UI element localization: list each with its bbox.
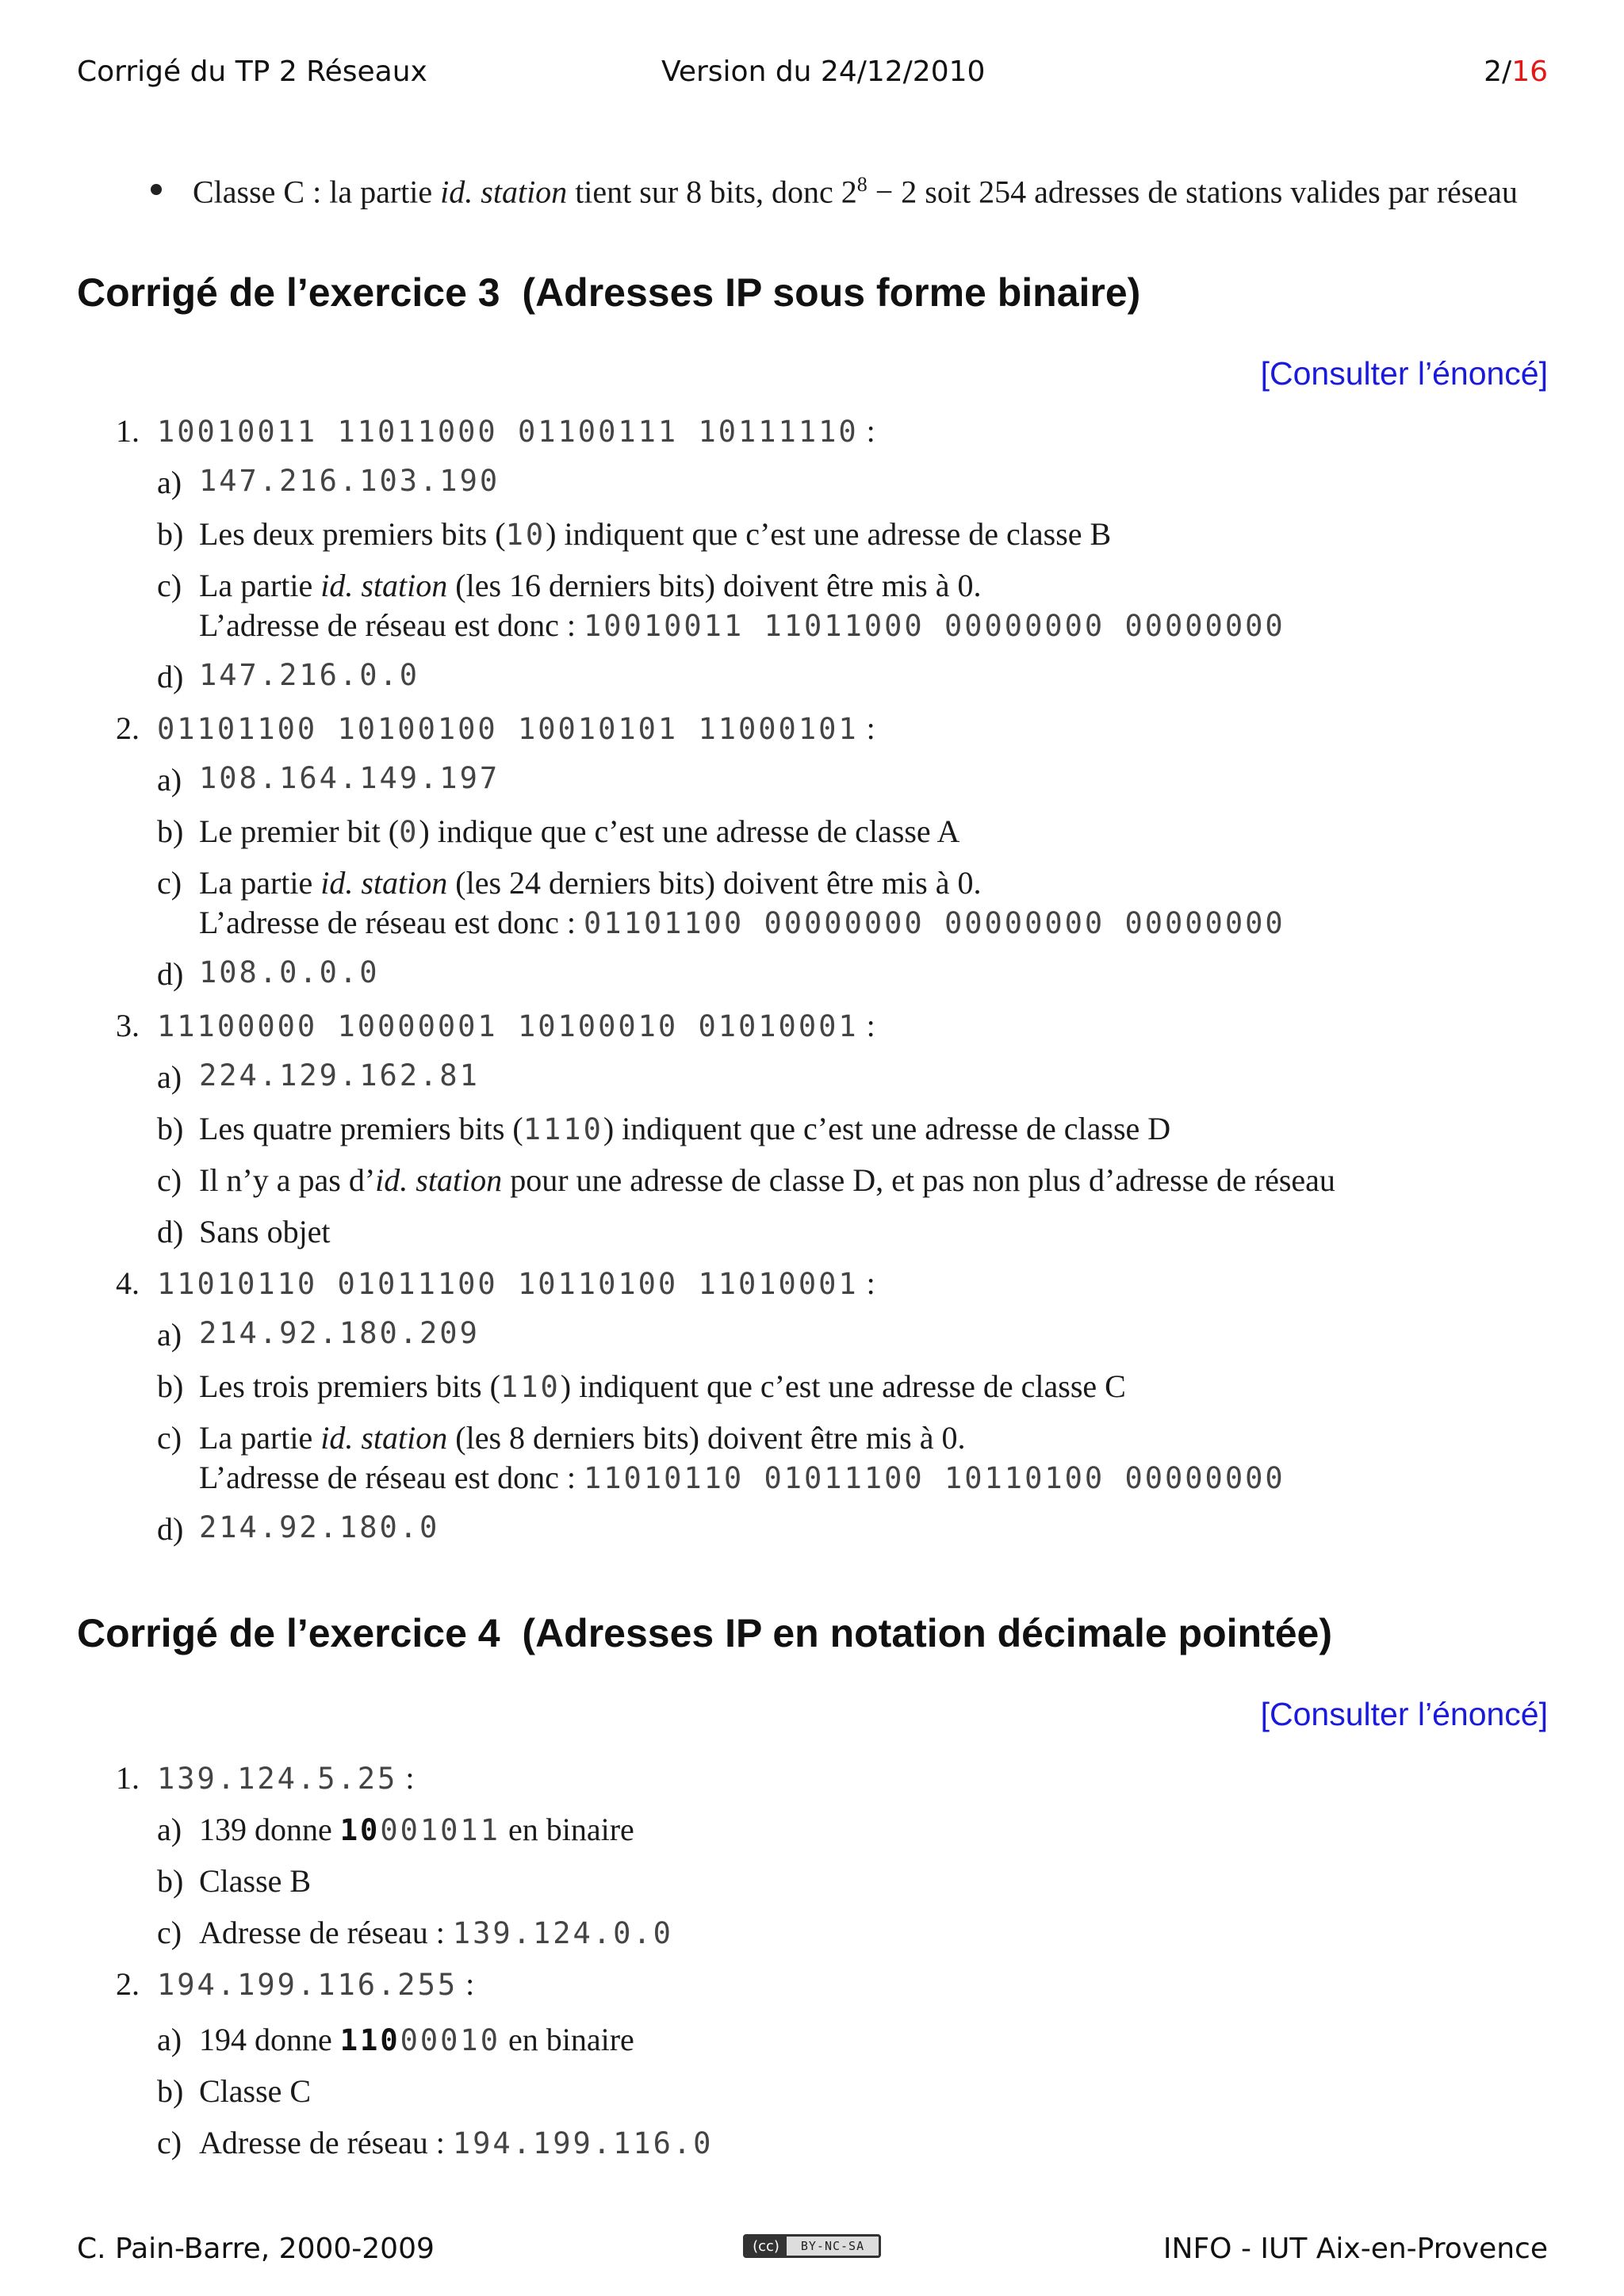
- text: L’adresse de réseau est donc :: [199, 607, 584, 643]
- total-pages-link[interactable]: 16: [1511, 55, 1548, 88]
- cc-icon: (cc): [745, 2237, 787, 2256]
- label-a: a): [157, 465, 182, 500]
- colon: :: [858, 710, 875, 746]
- binary-address: 11010110 01011100 10110100 11010001: [157, 1267, 859, 1301]
- station-part: [199, 567, 981, 604]
- sub-item-a: [0, 761, 1624, 809]
- decimal-address: 194.199.116.255: [157, 1968, 458, 2002]
- text: La partie: [199, 865, 321, 901]
- network-address: Sans objet: [199, 1214, 331, 1249]
- sub-item-b: [0, 1110, 1624, 1158]
- address-class: Classe B: [199, 1863, 312, 1899]
- label-c: c): [157, 1162, 182, 1198]
- item-address: [157, 1007, 875, 1044]
- network-address-binary: 10010011 11011000 00000000 00000000: [584, 609, 1285, 643]
- text: Adresse de réseau :: [199, 1915, 453, 1950]
- text: ) indiquent que c’est une adresse de classe C: [560, 1368, 1126, 1404]
- label-d: d): [157, 659, 184, 695]
- exercise-item: [0, 1265, 1624, 1312]
- exercise-item: [0, 412, 1624, 460]
- sub-item-a: [0, 1811, 1624, 1858]
- term-id-station: id. station: [375, 1162, 503, 1198]
- sub-item-a: [0, 1058, 1624, 1106]
- exercise-item: [0, 710, 1624, 757]
- label-d: d): [157, 1511, 184, 1547]
- label-b: b): [157, 1368, 184, 1404]
- text: (les 8 derniers bits) doivent être mis à 0.: [447, 1420, 966, 1456]
- text: 139 donne: [199, 1812, 340, 1847]
- label-a: a): [157, 762, 182, 798]
- network-address-line: [199, 607, 1285, 644]
- label-b: b): [157, 813, 184, 849]
- sub-item-a: [0, 464, 1624, 511]
- footer-institution: INFO - IUT Aix-en-Provence: [1162, 2233, 1548, 2265]
- sub-item-d: [0, 658, 1624, 706]
- address-class: Classe C: [199, 2073, 312, 2109]
- text: pour une adresse de classe D, et pas non plus d’adresse de réseau: [502, 1162, 1335, 1198]
- colon: :: [858, 1008, 875, 1043]
- exercise-item: [0, 1965, 1624, 2013]
- label-d: d): [157, 1214, 184, 1249]
- sub-item-d: [0, 1213, 1624, 1261]
- text: (les 16 derniers bits) doivent être mis à 0.: [447, 568, 982, 603]
- sub-item-b: [0, 515, 1624, 563]
- text: en binaire: [500, 1812, 634, 1847]
- footer-author: C. Pain-Barre, 2000-2009: [77, 2233, 435, 2265]
- item-address: [157, 412, 875, 450]
- decimal-address: 147.216.103.190: [199, 464, 500, 498]
- network-address: 108.0.0.0: [199, 955, 380, 989]
- sub-item-b: [0, 1862, 1624, 1910]
- sub-item-c-network: [0, 904, 1624, 951]
- sub-item-c-network: [0, 1459, 1624, 1506]
- text: Les quatre premiers bits (: [199, 1111, 523, 1146]
- item-address: [157, 1265, 875, 1302]
- text: 194 donne: [199, 2022, 340, 2057]
- label-b: b): [157, 2073, 184, 2109]
- term-id-station: id. station: [320, 865, 448, 901]
- binary-conversion: [199, 2021, 634, 2058]
- colon: :: [858, 413, 875, 449]
- text: (les 24 derniers bits) doivent être mis à 0.: [447, 865, 982, 901]
- class-explanation: [199, 515, 1111, 553]
- label-b: b): [157, 1111, 184, 1146]
- network-address-binary: 01101100 00000000 00000000 00000000: [584, 906, 1285, 940]
- sub-item-a: [0, 2021, 1624, 2068]
- term-id-station: id. station: [320, 1420, 448, 1456]
- term-id-station: id. station: [320, 568, 448, 603]
- class-prefix-bits: 110: [339, 2023, 400, 2057]
- class-bits: 10: [505, 518, 546, 552]
- label-c: c): [157, 568, 182, 603]
- label-d: d): [157, 956, 184, 992]
- class-prefix-bits: 10: [339, 1813, 381, 1847]
- decimal-address: 108.164.149.197: [199, 761, 500, 795]
- text: Le premier bit (: [199, 813, 400, 849]
- text: ) indiquent que c’est une adresse de classe D: [603, 1111, 1171, 1146]
- sub-item-c-network: [0, 607, 1624, 654]
- station-part: [199, 864, 981, 901]
- remaining-bits: 001011: [380, 1813, 500, 1847]
- text: en binaire: [500, 2022, 634, 2057]
- class-explanation: [199, 1368, 1126, 1405]
- network-address-binary: 11010110 01011100 10110100 00000000: [584, 1461, 1285, 1495]
- network-address: 214.92.180.0: [199, 1510, 440, 1544]
- text: Les deux premiers bits (: [199, 516, 506, 552]
- text: ) indiquent que c’est une adresse de classe B: [546, 516, 1112, 552]
- class-bits: 0: [399, 815, 419, 849]
- exercise-3-link[interactable]: [Consulter l’énoncé]: [1260, 355, 1548, 392]
- header-course-title: Corrigé du TP 2 Réseaux: [77, 55, 427, 88]
- colon: :: [397, 1760, 415, 1796]
- sub-item-d: [0, 1510, 1624, 1558]
- text: Les trois premiers bits (: [199, 1368, 500, 1404]
- sub-item-d: [0, 955, 1624, 1003]
- label-a: a): [157, 1812, 182, 1847]
- decimal-address: 224.129.162.81: [199, 1058, 480, 1093]
- exercise-4-link[interactable]: [Consulter l’énoncé]: [1260, 1696, 1548, 1732]
- label-a: a): [157, 1317, 182, 1353]
- sub-item-b: [0, 1368, 1624, 1415]
- label-c: c): [157, 1420, 182, 1456]
- item-address: [157, 1965, 474, 2003]
- license-badge[interactable]: (cc) BY-NC-SA: [743, 2234, 881, 2258]
- sub-item-b: [0, 813, 1624, 860]
- text: Il n’y a pas d’: [199, 1162, 376, 1198]
- exercise-3-heading: Corrigé de l’exercice 3 (Adresses IP sous forme binaire): [77, 270, 1141, 315]
- item-number: 4.: [116, 1265, 140, 1301]
- item-number: 1.: [116, 1760, 140, 1796]
- binary-value: [340, 1813, 500, 1847]
- exercise-4-heading: Corrigé de l’exercice 4 (Adresses IP en notation décimale pointée): [77, 1611, 1332, 1655]
- network-address-line: [199, 904, 1285, 941]
- sub-item-a: [0, 1316, 1624, 1364]
- network-address-line: [199, 1459, 1285, 1496]
- decimal-address: 139.124.5.25: [157, 1762, 398, 1796]
- network-address: 139.124.0.0: [452, 1916, 673, 1950]
- intro-class-c: Classe C : la partie id. station tient sur 8 bits, donc $2^8 - 2$ soit 254 adresses de stations valides par réseau: [193, 173, 1518, 210]
- text: ) indique que c’est une adresse de classe A: [419, 813, 960, 849]
- sub-item-b: [0, 2072, 1624, 2120]
- remaining-bits: 00010: [400, 2023, 500, 2057]
- text: L’adresse de réseau est donc :: [199, 905, 584, 940]
- label-c: c): [157, 865, 182, 901]
- exercise-item: [0, 1759, 1624, 1807]
- station-part: [199, 1419, 965, 1456]
- item-number: 3.: [116, 1008, 140, 1043]
- network-address: 194.199.116.0: [452, 2126, 714, 2160]
- text: La partie: [199, 568, 321, 603]
- class-bits: 1110: [523, 1112, 603, 1146]
- label-a: a): [157, 2022, 182, 2057]
- text: Adresse de réseau :: [199, 2125, 453, 2160]
- network-address-line: [199, 1914, 673, 1951]
- sub-item-c: [0, 1161, 1624, 1209]
- text: L’adresse de réseau est donc :: [199, 1460, 584, 1495]
- label-a: a): [157, 1059, 182, 1095]
- text: La partie: [199, 1420, 321, 1456]
- item-address: [157, 1759, 414, 1797]
- binary-value: [340, 2023, 500, 2057]
- label-b: b): [157, 1863, 184, 1899]
- item-address: [157, 710, 875, 747]
- header-page-number: 2/16: [1484, 55, 1548, 88]
- network-address: 147.216.0.0: [199, 658, 420, 692]
- exercise-item: [0, 1007, 1624, 1054]
- sub-item-c: [0, 2124, 1624, 2172]
- binary-address: 10010011 11011000 01100111 10111110: [157, 415, 859, 449]
- binary-conversion: [199, 1811, 634, 1848]
- colon: :: [458, 1966, 475, 2002]
- bullet-icon: [151, 184, 162, 195]
- binary-address: 11100000 10000001 10100010 01010001: [157, 1009, 859, 1043]
- colon: :: [858, 1265, 875, 1301]
- label-c: c): [157, 1915, 182, 1950]
- decimal-address: 214.92.180.209: [199, 1316, 480, 1350]
- item-number: 2.: [116, 710, 140, 746]
- class-explanation: [199, 813, 959, 850]
- binary-address: 01101100 10100100 10010101 11000101: [157, 712, 859, 746]
- item-number: 2.: [116, 1966, 140, 2002]
- label-b: b): [157, 516, 184, 552]
- item-number: 1.: [116, 413, 140, 449]
- class-bits: 110: [500, 1370, 561, 1404]
- class-explanation: [199, 1110, 1170, 1147]
- network-address-line: [199, 2124, 713, 2161]
- label-c: c): [157, 2125, 182, 2160]
- station-part: [199, 1161, 1335, 1199]
- header-version: Version du 24/12/2010: [661, 55, 986, 88]
- sub-item-c: [0, 1914, 1624, 1961]
